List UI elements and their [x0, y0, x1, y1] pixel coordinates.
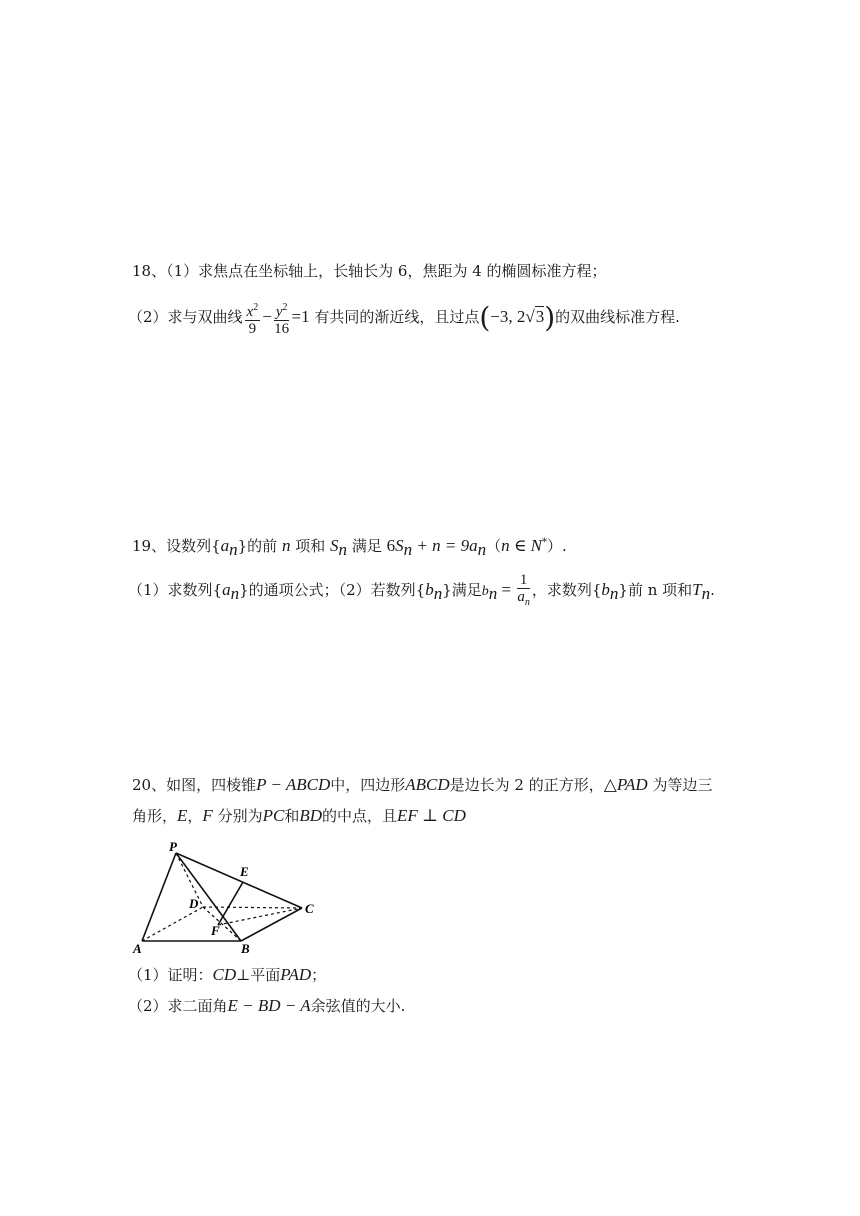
q19-p3: }满足: [442, 581, 482, 599]
den-a: a: [517, 588, 525, 605]
label-E: E: [240, 864, 249, 879]
sub-n7: n: [488, 584, 498, 603]
quad-name: ABCD: [405, 775, 450, 794]
q20-l1c: 是边长为 2 的正方形，: [449, 776, 604, 794]
den-16: 16: [274, 320, 290, 337]
edge-PA: [142, 853, 176, 941]
q19-stem: [132, 533, 567, 560]
q20-l2b: 分别为: [217, 807, 263, 825]
var-b3: b: [601, 580, 610, 599]
edge-AD: [142, 907, 203, 941]
plane-PAD: PAD: [280, 965, 312, 984]
q20-line2: [132, 806, 466, 826]
q20-l1d: 为等边三: [652, 776, 713, 794]
fraction-y2-over-16: [274, 300, 290, 337]
sub-n4: n: [477, 540, 487, 559]
q19-p1: （1）求数列{: [128, 581, 223, 599]
var-y: y: [275, 303, 283, 320]
fraction-1-over-an: [517, 572, 530, 611]
sub-n2: n: [338, 540, 348, 559]
q20-sub1-lead: （1）证明：: [128, 966, 213, 984]
var-F: F: [202, 806, 213, 825]
var-b2: b: [481, 584, 489, 599]
triangle-symbol: △: [603, 775, 617, 794]
q20-number: 20、: [132, 776, 167, 794]
q18-part2-lead: （2）求与双曲线: [128, 308, 243, 326]
var-S2: S: [395, 536, 404, 555]
var-a3: a: [222, 580, 231, 599]
q19-number: 19、: [132, 537, 167, 555]
var-b: b: [425, 580, 434, 599]
q18-part1: [132, 261, 607, 281]
num-1: 1: [517, 572, 530, 589]
left-paren: (: [479, 301, 491, 334]
var-a: a: [220, 536, 230, 555]
q19-p4: ，求数列{: [531, 581, 602, 599]
eq-mid: + n = 9: [412, 536, 470, 555]
sqrt-sign: √: [525, 307, 535, 326]
q20-sub2-lead: （2）求二面角: [128, 997, 228, 1015]
label-C: C: [305, 901, 314, 916]
den-sub-n: n: [524, 596, 530, 608]
sub-n: n: [229, 540, 238, 559]
edge-PB: [176, 853, 241, 941]
eq-sign: =: [497, 580, 516, 599]
q20-l2c: 的中点，且: [322, 807, 398, 825]
seg-PC: PC: [262, 806, 285, 825]
sup-star: *: [542, 537, 548, 548]
point-coords: −3, 2: [490, 307, 526, 326]
q19-p5: }前 n 项和: [618, 581, 693, 599]
label-F: F: [211, 923, 220, 938]
q18-part1-text: （1）求焦点在坐标轴上，长轴长为 6，焦距为 4 的椭圆标准方程；: [166, 262, 607, 280]
q20-l2a: 角形，: [132, 807, 178, 825]
q19-t1: 设数列{: [166, 537, 221, 555]
label-A: A: [133, 941, 142, 956]
q19-t5: （: [486, 537, 502, 555]
q19-t6: ）.: [547, 537, 567, 555]
q20-l1b: 中，四边形: [330, 776, 406, 794]
q20-sub2: [128, 996, 405, 1016]
diag-DB: [203, 907, 241, 941]
edge-DC: [203, 907, 302, 908]
fraction-x2-over-9: [245, 300, 261, 337]
semicolon: ；: [311, 966, 327, 984]
label-P: P: [169, 839, 177, 854]
pyramid-figure: [128, 838, 328, 958]
perp-plane: ⊥平面: [236, 966, 281, 984]
sub-n8: n: [609, 584, 619, 603]
den-9: 9: [248, 320, 257, 337]
eq-6: 6: [386, 536, 396, 555]
sqrt-3: 3: [535, 307, 545, 326]
q20-he: 和: [284, 807, 300, 825]
label-B: B: [241, 941, 250, 956]
var-T: T: [692, 580, 702, 599]
q20-l1a: 如图，四棱锥: [166, 776, 257, 794]
sub-n5: n: [230, 584, 240, 603]
ef-perp-cd: EF ⊥ CD: [397, 806, 466, 825]
q18-part2-tail: 的双曲线标准方程.: [555, 308, 680, 326]
label-D: D: [189, 896, 199, 911]
q18-part2-mid: 有共同的渐近线，且过点: [309, 308, 480, 326]
minus-sign: −: [262, 307, 272, 326]
sub-n3: n: [403, 540, 413, 559]
sub-n9: n: [701, 584, 711, 603]
var-S: S: [330, 536, 339, 555]
seg-FC: [218, 908, 302, 925]
q19-t2: }的前: [237, 537, 278, 555]
q20-line1: [132, 775, 712, 795]
var-x: x: [246, 303, 254, 320]
q18-part2: [128, 294, 680, 340]
q20-sub1: [128, 965, 326, 985]
equals-1: =1: [291, 307, 310, 326]
q19-t3: 项和: [295, 537, 326, 555]
seg-BD: BD: [299, 806, 323, 825]
pyramid-name: P − ABCD: [256, 775, 331, 794]
right-paren: ): [544, 301, 556, 334]
triangle-name: PAD: [616, 775, 648, 794]
dihedral-angle: E − BD − A: [227, 996, 311, 1015]
seg-CD: CD: [212, 965, 237, 984]
sup-2: 2: [253, 301, 259, 313]
comma: ，: [187, 807, 203, 825]
q19-parts: [128, 567, 715, 613]
sub-n6: n: [433, 584, 443, 603]
var-a2: a: [469, 536, 478, 555]
q19-p2: }的通项公式；（2）若数列{: [239, 581, 426, 599]
q19-p6: .: [710, 581, 715, 599]
q20-sub2-tail: 余弦值的大小.: [310, 997, 406, 1015]
q18-number: 18、: [132, 262, 167, 280]
var-E: E: [177, 806, 188, 825]
q19-t4: 满足: [351, 537, 382, 555]
seg-EF: [218, 882, 243, 925]
edge-BC: [241, 908, 302, 941]
var-n: n: [281, 536, 291, 555]
n-in-N: n ∈ N: [501, 536, 543, 555]
sup-2b: 2: [282, 301, 288, 313]
